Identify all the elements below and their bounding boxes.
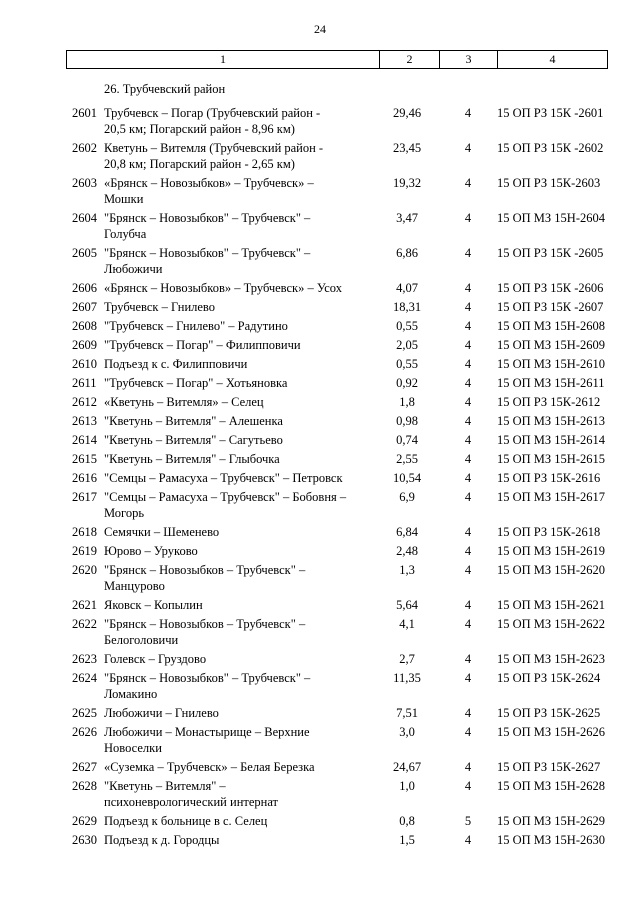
row-number: 2608 (72, 319, 97, 333)
road-name: "Брянск – Новозыбков" – Трубчевск" – Любожичи (104, 246, 311, 276)
road-category: 4 (464, 760, 472, 774)
table-row (0, 759, 640, 775)
road-length: 1,8 (399, 395, 415, 409)
table-row (0, 394, 640, 410)
table-row (0, 210, 640, 242)
row-number: 2602 (72, 141, 97, 155)
road-name: Подъезд к с. Филипповичи (104, 357, 248, 371)
road-name: "Кветунь – Витемля" – психоневрологический интернат (104, 779, 279, 809)
road-code: 15 ОП МЗ 15Н-2604 (497, 211, 605, 225)
road-code: 15 ОП РЗ 15К-2624 (497, 671, 601, 685)
road-length: 23,45 (392, 141, 422, 155)
table-row (0, 299, 640, 315)
road-length: 3,0 (399, 725, 415, 739)
column-header-3: 3 (439, 51, 497, 68)
road-code: 15 ОП МЗ 15Н-2611 (497, 376, 605, 390)
district-title: 26. Трубчевский район (104, 82, 226, 96)
road-code: 15 ОП РЗ 15К-2603 (497, 176, 601, 190)
road-code: 15 ОП МЗ 15Н-2610 (497, 357, 605, 371)
road-length: 3,47 (396, 211, 418, 225)
road-category: 4 (464, 357, 472, 371)
row-number: 2622 (72, 617, 97, 631)
table-row (0, 724, 640, 756)
road-code: 15 ОП РЗ 15К -2606 (497, 281, 604, 295)
table-row (0, 670, 640, 702)
road-code: 15 ОП МЗ 15Н-2622 (497, 617, 605, 631)
road-code: 15 ОП МЗ 15Н-2613 (497, 414, 605, 428)
road-code: 15 ОП МЗ 15Н-2621 (497, 598, 605, 612)
road-category: 4 (464, 376, 472, 390)
road-length: 5,64 (396, 598, 418, 612)
road-category: 4 (464, 471, 472, 485)
row-number: 2618 (72, 525, 97, 539)
road-name: "Брянск – Новозыбков – Трубчевск" – Манцурово (104, 563, 306, 593)
road-code: 15 ОП РЗ 15К -2601 (497, 106, 604, 120)
road-code: 15 ОП МЗ 15Н-2628 (497, 779, 605, 793)
road-length: 6,84 (396, 525, 418, 539)
road-name: «Брянск – Новозыбков» – Трубчевск» – Мошки (104, 176, 314, 206)
column-header-2: 2 (379, 51, 439, 68)
road-list (0, 105, 640, 851)
table-row (0, 832, 640, 848)
road-name: Юрово – Уруково (104, 544, 198, 558)
road-length: 4,1 (399, 617, 415, 631)
row-number: 2628 (72, 779, 97, 793)
road-name: "Семцы – Рамасуха – Трубчевск" – Петровск (104, 471, 343, 485)
road-code: 15 ОП РЗ 15К-2627 (497, 760, 601, 774)
road-name: Семячки – Шеменево (104, 525, 220, 539)
road-name: "Брянск – Новозыбков" – Трубчевск" – Голубча (104, 211, 311, 241)
table-row (0, 489, 640, 521)
road-code: 15 ОП РЗ 15К-2625 (497, 706, 601, 720)
table-row (0, 470, 640, 486)
table-row (0, 432, 640, 448)
road-length: 6,9 (399, 490, 415, 504)
road-name: «Суземка – Трубчевск» – Белая Березка (104, 760, 315, 774)
road-code: 15 ОП РЗ 15К -2602 (497, 141, 604, 155)
table-row (0, 280, 640, 296)
road-length: 0,74 (396, 433, 418, 447)
road-name: "Трубчевск – Погар" – Хотьяновка (104, 376, 288, 390)
row-number: 2612 (72, 395, 97, 409)
road-name: Подъезд к больнице в с. Селец (104, 814, 268, 828)
road-category: 4 (464, 176, 472, 190)
road-category: 4 (464, 395, 472, 409)
table-row (0, 543, 640, 559)
road-length: 18,31 (392, 300, 422, 314)
row-number: 2610 (72, 357, 97, 371)
road-length: 6,86 (396, 246, 418, 260)
road-name: Трубчевск – Гнилево (104, 300, 215, 314)
road-length: 0,8 (399, 814, 415, 828)
table-row (0, 356, 640, 372)
table-row (0, 337, 640, 353)
road-category: 4 (464, 725, 472, 739)
road-category: 4 (464, 563, 472, 577)
road-code: 15 ОП МЗ 15Н-2630 (497, 833, 605, 847)
page-number: 24 (314, 22, 326, 36)
road-code: 15 ОП МЗ 15Н-2619 (497, 544, 605, 558)
road-category: 4 (464, 452, 472, 466)
road-category: 4 (464, 281, 472, 295)
road-length: 7,51 (396, 706, 418, 720)
road-code: 15 ОП МЗ 15Н-2609 (497, 338, 605, 352)
column-header-1: 1 (220, 52, 226, 66)
row-number: 2630 (72, 833, 97, 847)
road-category: 4 (464, 490, 472, 504)
road-category: 4 (464, 433, 472, 447)
road-name: «Кветунь – Витемля» – Селец (104, 395, 264, 409)
road-category: 4 (464, 414, 472, 428)
road-name: Любожичи – Гнилево (104, 706, 219, 720)
table-row (0, 318, 640, 334)
road-category: 4 (464, 338, 472, 352)
table-row (0, 524, 640, 540)
road-code: 15 ОП РЗ 15К -2607 (497, 300, 604, 314)
column-header-row (66, 50, 608, 69)
road-code: 15 ОП МЗ 15Н-2623 (497, 652, 605, 666)
row-number: 2607 (72, 300, 97, 314)
road-category: 4 (464, 706, 472, 720)
road-name: "Кветунь – Витемля" – Алешенка (104, 414, 283, 428)
road-code: 15 ОП МЗ 15Н-2614 (497, 433, 605, 447)
road-name: Подъезд к д. Городцы (104, 833, 220, 847)
row-number: 2601 (72, 106, 97, 120)
road-category: 4 (464, 544, 472, 558)
road-category: 4 (464, 779, 472, 793)
road-category: 4 (464, 598, 472, 612)
road-code: 15 ОП МЗ 15Н-2620 (497, 563, 605, 577)
road-name: «Брянск – Новозыбков» – Трубчевск» – Усох (104, 281, 342, 295)
row-number: 2619 (72, 544, 97, 558)
row-number: 2620 (72, 563, 97, 577)
road-length: 10,54 (392, 471, 422, 485)
table-row (0, 375, 640, 391)
road-length: 0,92 (396, 376, 418, 390)
row-number: 2603 (72, 176, 97, 190)
row-number: 2629 (72, 814, 97, 828)
row-number: 2623 (72, 652, 97, 666)
road-length: 29,46 (392, 106, 422, 120)
row-number: 2609 (72, 338, 97, 352)
road-length: 1,0 (399, 779, 415, 793)
road-category: 4 (464, 617, 472, 631)
road-code: 15 ОП МЗ 15Н-2608 (497, 319, 605, 333)
column-header-4: 4 (497, 51, 607, 68)
road-category: 4 (464, 211, 472, 225)
road-name: "Трубчевск – Гнилево" – Радутино (104, 319, 288, 333)
road-category: 4 (464, 671, 472, 685)
road-code: 15 ОП РЗ 15К-2612 (497, 395, 601, 409)
road-name: "Брянск – Новозыбков" – Трубчевск" – Ломакино (104, 671, 311, 701)
row-number: 2621 (72, 598, 97, 612)
road-code: 15 ОП МЗ 15Н-2629 (497, 814, 605, 828)
table-row (0, 105, 640, 137)
table-row (0, 616, 640, 648)
road-code: 15 ОП РЗ 15К -2605 (497, 246, 604, 260)
road-name: "Кветунь – Витемля" – Сагутьево (104, 433, 283, 447)
table-row (0, 705, 640, 721)
road-length: 11,35 (393, 671, 421, 685)
road-code: 15 ОП МЗ 15Н-2617 (497, 490, 605, 504)
table-row (0, 245, 640, 277)
row-number: 2614 (72, 433, 97, 447)
road-name: "Трубчевск – Погар" – Филипповичи (104, 338, 301, 352)
road-name: Кветунь – Витемля (Трубчевский район - 20,8 км; Погарский район - 2,65 км) (104, 141, 324, 171)
road-code: 15 ОП МЗ 15Н-2626 (497, 725, 605, 739)
row-number: 2613 (72, 414, 97, 428)
row-number: 2611 (72, 376, 97, 390)
road-length: 4,07 (396, 281, 418, 295)
road-length: 0,55 (396, 357, 418, 371)
road-category: 4 (464, 319, 472, 333)
row-number: 2616 (72, 471, 97, 485)
table-row (0, 597, 640, 613)
table-row (0, 175, 640, 207)
table-row (0, 451, 640, 467)
table-row (0, 413, 640, 429)
road-length: 24,67 (392, 760, 422, 774)
road-category: 4 (464, 246, 472, 260)
road-name: Голевск – Груздово (104, 652, 207, 666)
road-name: Трубчевск – Погар (Трубчевский район - 20,5 км; Погарский район - 8,96 км) (104, 106, 321, 136)
road-length: 1,3 (399, 563, 415, 577)
road-name: Яковск – Копылин (104, 598, 203, 612)
row-number: 2626 (72, 725, 97, 739)
road-name: "Кветунь – Витемля" – Глыбочка (104, 452, 280, 466)
road-category: 4 (464, 300, 472, 314)
road-name: "Семцы – Рамасуха – Трубчевск" – Бобовня – Могорь (104, 490, 347, 520)
row-number: 2605 (72, 246, 97, 260)
road-length: 2,55 (396, 452, 418, 466)
road-length: 1,5 (399, 833, 415, 847)
road-code: 15 ОП РЗ 15К-2616 (497, 471, 601, 485)
road-length: 2,05 (396, 338, 418, 352)
road-category: 4 (464, 652, 472, 666)
row-number: 2624 (72, 671, 97, 685)
road-category: 4 (464, 141, 472, 155)
road-name: "Брянск – Новозыбков – Трубчевск" – Белоголовичи (104, 617, 306, 647)
row-number: 2627 (72, 760, 97, 774)
table-row (0, 813, 640, 829)
road-category: 4 (464, 525, 472, 539)
road-code: 15 ОП РЗ 15К-2618 (497, 525, 601, 539)
row-number: 2604 (72, 211, 97, 225)
row-number: 2617 (72, 490, 97, 504)
row-number: 2615 (72, 452, 97, 466)
road-category: 4 (464, 833, 472, 847)
row-number: 2606 (72, 281, 97, 295)
table-row (0, 778, 640, 810)
table-row (0, 562, 640, 594)
road-category: 4 (464, 106, 472, 120)
road-length: 2,7 (399, 652, 415, 666)
road-length: 19,32 (392, 176, 422, 190)
road-length: 2,48 (396, 544, 418, 558)
row-number: 2625 (72, 706, 97, 720)
road-length: 0,98 (396, 414, 418, 428)
table-row (0, 140, 640, 172)
road-code: 15 ОП МЗ 15Н-2615 (497, 452, 605, 466)
road-category: 5 (464, 814, 472, 828)
road-length: 0,55 (396, 319, 418, 333)
road-name: Любожичи – Монастырище – Верхние Новоселки (104, 725, 310, 755)
table-row (0, 651, 640, 667)
